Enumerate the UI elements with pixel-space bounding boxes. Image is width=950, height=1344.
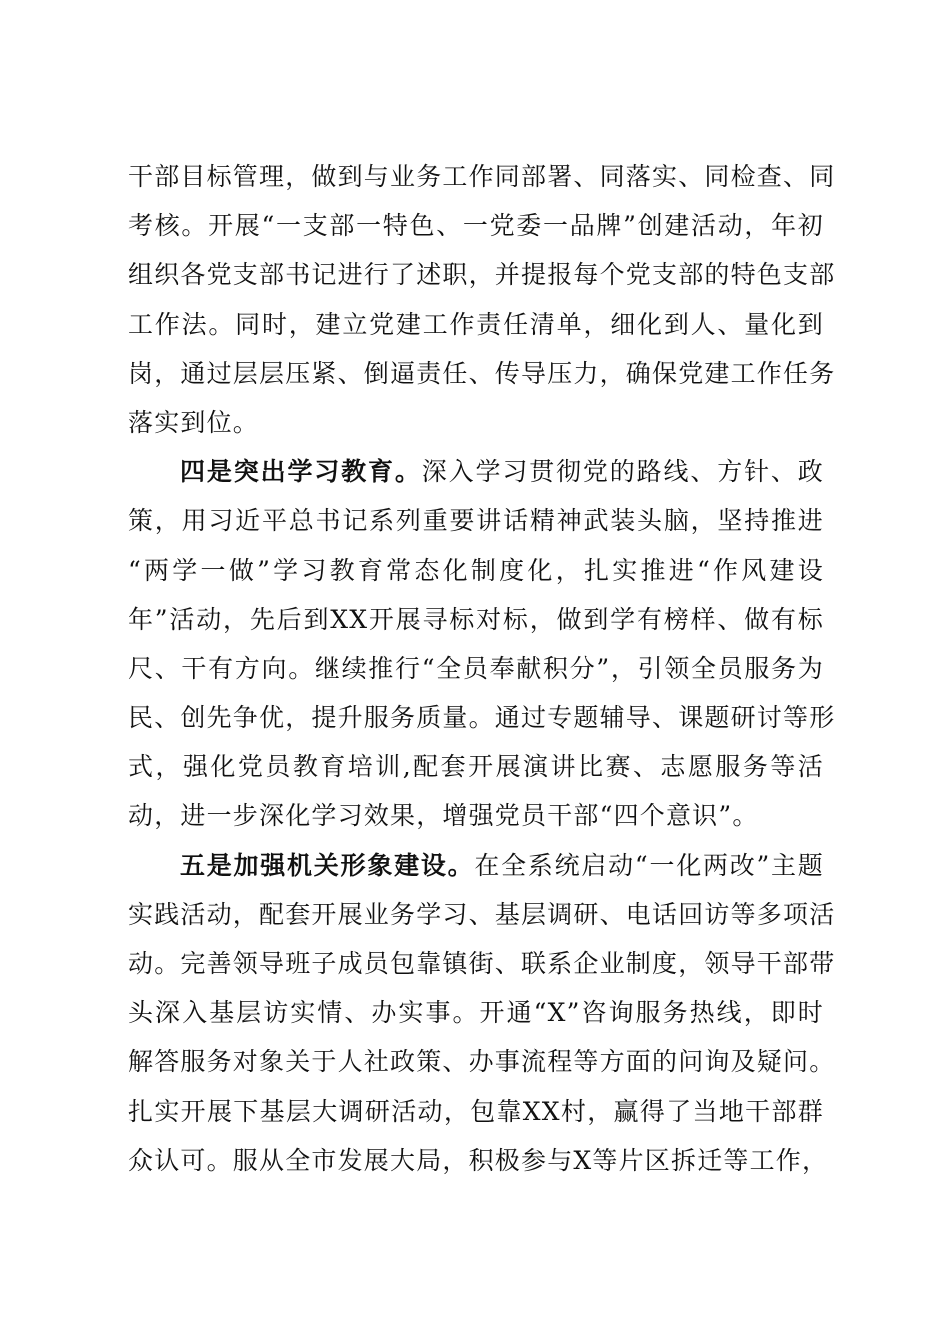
text-line: 式，强化党员教育培训,配套开展演讲比赛、志愿服务等活 [128, 752, 824, 782]
text-line: 工作法。同时，建立党建工作责任清单，细化到人、量化到 [128, 309, 824, 339]
text-line: 扎实开展下基层大调研活动，包靠XX村，赢得了当地干部群 [128, 1096, 824, 1126]
text-line: 岗，通过层层压紧、倒逼责任、传导压力，确保党建工作任务 [128, 358, 836, 388]
text-line: 策，用习近平总书记系列重要讲话精神武装头脑，坚持推进 [128, 506, 824, 536]
text-line: 考核。开展“一支部一特色、一党委一品牌”创建活动，年初 [128, 211, 824, 241]
document-body [128, 152, 836, 1185]
text-line: 四是突出学习教育。深入学习贯彻党的路线、方针、政 [180, 457, 824, 487]
text-line: 解答服务对象关于人社政策、办事流程等方面的问询及疑问。 [128, 1047, 836, 1077]
text-line: 组织各党支部书记进行了述职，并提报每个党支部的特色支部 [128, 260, 836, 290]
paragraph-lead: 五是加强机关形象建设。 [180, 850, 475, 880]
text-line: 干部目标管理，做到与业务工作同部署、同落实、同检查、同 [128, 162, 836, 191]
text-line: 实践活动，配套开展业务学习、基层调研、电话回访等多项活 [128, 899, 836, 929]
paragraph-1 [128, 152, 836, 447]
text-line: 动，进一步深化学习效果，增强党员干部“四个意识”。 [128, 801, 759, 831]
text-line: 落实到位。 [128, 407, 260, 437]
paragraph-3 [128, 841, 836, 1185]
text-line: “两学一做”学习教育常态化制度化，扎实推进“作风建设 [128, 555, 824, 585]
text-line: 动。完善领导班子成员包靠镇街、联系企业制度，领导干部带 [128, 949, 836, 978]
text-line: 年”活动，先后到XX开展寻标对标，做到学有榜样、做有标 [128, 604, 824, 634]
text-line: 头深入基层访实情、办实事。开通“X”咨询服务热线，即时 [128, 998, 824, 1028]
text-line: 众认可。服从全市发展大局，积极参与X等片区拆迁等工作， [128, 1145, 829, 1175]
paragraph-lead: 四是突出学习教育。 [180, 457, 422, 487]
text-line: 民、创先争优，提升服务质量。通过专题辅导、课题研讨等形 [128, 703, 836, 733]
text-line: 尺、干有方向。继续推行“全员奉献积分”，引领全员服务为 [128, 653, 824, 683]
text-line: 五是加强机关形象建设。在全系统启动“一化两改”主题 [180, 850, 824, 880]
paragraph-2 [128, 447, 836, 841]
